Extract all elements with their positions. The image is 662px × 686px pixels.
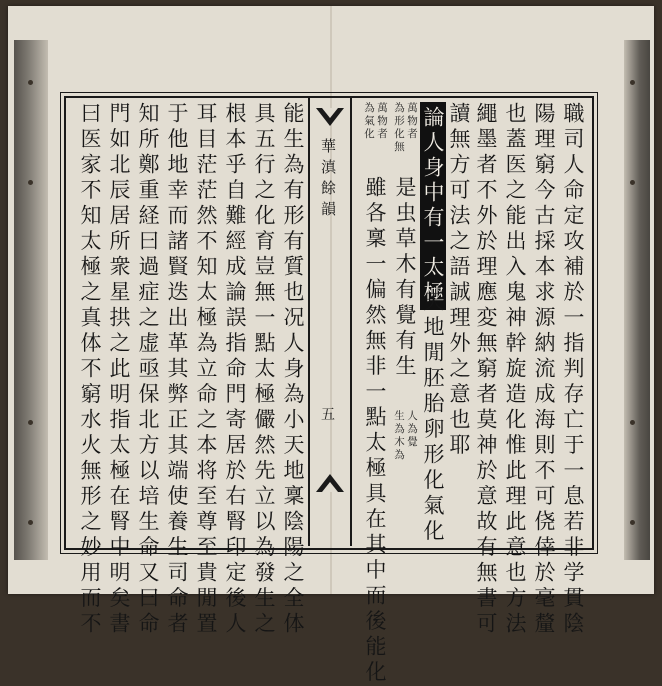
text-column: 陽理窮今古採本求源納流成海則不可侥倖於毫釐 bbox=[532, 102, 556, 638]
binding-hole bbox=[630, 80, 635, 85]
text-column: 耳目茫茫然不知太極為立命之本将至尊至貴閒置 bbox=[194, 102, 218, 638]
text-column: 也蓋医之能出入鬼神幹旋造化惟此理此意也方法 bbox=[503, 102, 527, 638]
folio-number: 五 bbox=[321, 407, 335, 423]
text-column: 讀無方可法之語誠理外之意也耶 bbox=[447, 102, 471, 459]
text-column: 于他地幸而諸賢迭出革其弊正其端使養生司命者 bbox=[165, 102, 189, 638]
text-column: 知所鄭重経曰過症之虚亟保北方以培生命又曰命 bbox=[136, 102, 160, 638]
right-edge-shadow bbox=[624, 40, 650, 560]
annotation-text: 生為木為 bbox=[393, 410, 405, 462]
text-column: 能生為有形有質也况人身為小天地稟陰陽之全体 bbox=[281, 102, 305, 638]
binding-hole bbox=[28, 420, 33, 425]
banxin-right-rule bbox=[350, 96, 352, 546]
text-column: 職司人命定攻補於一指判存亡于一息若非学貫陰 bbox=[561, 102, 585, 638]
left-edge-shadow bbox=[14, 40, 48, 560]
text-column: 繩墨者不外於理應変無窮者莫神於意故有無書可 bbox=[474, 102, 498, 638]
annotation-column bbox=[392, 102, 418, 172]
binding-hole bbox=[630, 180, 635, 185]
section-heading: 論人身中有一太極 bbox=[420, 102, 446, 310]
text-column: 根本乎自難經成論誤指命門寄居於右腎印定後人 bbox=[223, 102, 247, 638]
banxin-left-rule bbox=[308, 96, 310, 546]
text-column: 曰医家不知太極之真体不窮水火無形之妙用而不 bbox=[78, 102, 102, 638]
binding-hole bbox=[28, 180, 33, 185]
fishtail-top-icon bbox=[312, 104, 348, 132]
fishtail-bottom-icon bbox=[312, 468, 348, 496]
annotation-text: 人為覺 bbox=[406, 410, 418, 449]
text-column: 雖各稟一偏然無非一點太極具在其中而後能化 bbox=[363, 176, 387, 686]
text-column: 具五行之化育豈無一點太極儼然先立以為發生之 bbox=[252, 102, 276, 638]
binding-hole bbox=[630, 520, 635, 525]
center-title: 華滇餘韻 bbox=[319, 138, 337, 222]
text-column: 是虫草木有覺有生 bbox=[393, 176, 417, 380]
annotation-text: 萬物者 bbox=[376, 102, 388, 141]
binding-hole bbox=[28, 80, 33, 85]
annotation-text: 萬物者 bbox=[406, 102, 418, 141]
binding-hole bbox=[630, 420, 635, 425]
annotation-column bbox=[362, 102, 388, 172]
text-column: 門如北辰居所衆星拱之此明指太極在腎中明矣書 bbox=[107, 102, 131, 638]
annotation-text: 為氣化 bbox=[363, 102, 375, 141]
annotation-column bbox=[392, 410, 418, 540]
binding-hole bbox=[28, 520, 33, 525]
annotation-text: 為形化無 bbox=[393, 102, 405, 154]
text-column: 天地閒胚胎卵形化氣化 bbox=[421, 290, 445, 545]
